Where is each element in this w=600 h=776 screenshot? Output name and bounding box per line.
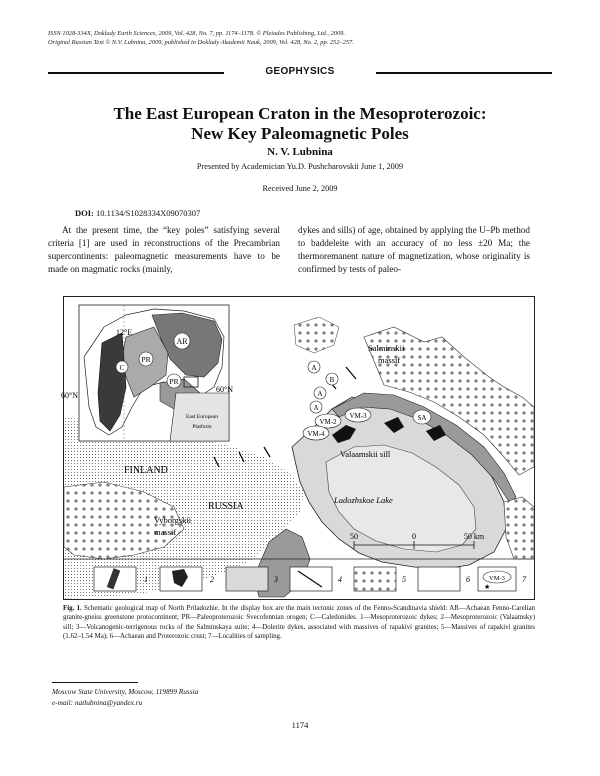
salmin-label-1: Salminskii [368,343,405,353]
header-line-1: ISSN 1028-334X, Doklady Earth Sciences, 2009, Vol. 428, No. 7, pp. 1174–1178. © Pleiades Publishing, Ltd., 2009. [48,30,345,37]
title-line-1: The East European Craton in the Mesoproterozoic: [113,104,487,123]
lake-label: Ladozhskoe Lake [334,495,393,505]
scale-mid: 0 [412,532,416,541]
legend-num-2: 2 [210,575,214,584]
site-sa-label: SA [417,414,427,422]
inset-pr1-label: PR [141,355,151,364]
affiliation-line-1: Moscow State University, Moscow, 119899 Russia [52,687,199,696]
journal-header [48,30,354,47]
section-rule-right [376,72,552,74]
legend-box-5 [354,567,396,591]
legend-num-6: 6 [466,575,470,584]
caption-label: Fig. 1. [63,605,82,612]
legend-box-3 [226,567,268,591]
site-a2-label: A [317,390,323,398]
site-vm2-label: VM-2 [319,418,337,426]
site-b-label: B [329,376,335,384]
massif-east [504,497,534,559]
inset-lat-left-label: 60°N [61,391,78,400]
header-line-2: Original Russian Text © N.V. Lubnina, 2009, published in Doklady Akademii Nauk, 2009, Vol. 428, No. 2, pp. 252–257. [48,38,354,46]
body-column-left [48,224,280,276]
caption-text: Schematic geological map of North Priladozhie. In the display box are the main tectonic zones of the Fenno-Scandinavia shield: AR—Achaean Fenno-Carelian granite-gneiss greenstone protocontinent; PR—Paleoproterozoic Svecofennian orogen; C—Caledonides. 1—Mesoproterozoic dykes; 2—Mesoproterozoic (Valaamsky) sill; 3—Volcanogenic-terrigenous rocks of the Salminskaya suite; 4—Dolerite dykes, associated with massives of rapakivi granites; 5—Massives of rapakivi granites (1.62–1.54 Ma); 6—Achaean and Proterozoic crust; 7—Localities of sampling. [63,605,535,640]
title-line-2: New Key Paleomagnetic Poles [191,124,409,143]
site-a3-label: A [313,404,319,412]
affiliation [52,686,198,708]
inset-map [79,305,229,441]
body-paragraph-left: At the present time, the “key poles” satisfying several criteria [1] are used in reconstructions of the Precambrian supercontinents: paleomagnetic measurements have to be made on magmatic rocks (mainly, [48,225,280,274]
author: N. V. Lubnina [267,146,333,158]
valaam-label: Valaamskii sill [340,449,391,459]
scale-right: 50 km [463,532,485,541]
site-vm3-label: VM-3 [349,412,367,420]
dyke-4 [346,367,356,379]
finland-label: FINLAND [124,465,168,476]
legend-num-3: 3 [274,575,278,584]
vyborg-label-2: massif [154,527,177,537]
received-date: Received June 2, 2009 [262,184,338,193]
inset-platform-label-2: Platform [192,424,212,430]
scale-left: 50 [350,532,358,541]
page-number: 1174 [291,720,309,730]
legend-box-6 [418,567,460,591]
vyborg-label-1: Vyborgskii [154,515,192,525]
body-column-right [298,224,530,276]
legend-num-5: 5 [402,575,406,584]
legend-num-1: 1 [144,575,148,584]
inset-platform-label-1: East European [186,414,218,420]
legend-site-label: VM-3 [489,575,505,582]
salmin-label-2: massif [378,355,401,365]
inset-c-label: C [119,364,125,372]
affiliation-email[interactable]: e-mail: natlubnina@yandex.ru [52,698,143,707]
section-heading: GEOPHYSICS [265,66,335,77]
legend-num-4: 4 [338,575,342,584]
figure-caption [63,604,535,641]
legend-num-7: 7 [522,575,526,584]
presented-by: Presented by Academician Yu.D. Pushcharovskii June 1, 2009 [196,162,404,171]
doi [75,208,200,218]
star-icon: ★ [484,583,491,591]
inset-ar-label: AR [176,337,188,346]
russia-label: RUSSIA [208,501,244,512]
figure-map [63,296,535,600]
site-vm4-label: VM-4 [307,430,325,438]
site-a1-label: A [311,364,317,372]
body-paragraph-right: dykes and sills) of age, obtained by applying the U–Pb method to baddeleite with an accuracy of no less ±20 Ma; the thermoremanent nature of magnetization, whose originality is confirmed by tests of paleo- [298,225,530,274]
doi-label: DOI: [75,208,94,218]
inset-pr2-label: PR [169,377,179,386]
doi-value[interactable]: 10.1134/S1028334X09070307 [96,208,201,218]
section-rule-left [48,72,224,74]
inset-lat-right-label: 60°N [216,385,233,394]
affiliation-rule [52,682,138,683]
article-title [60,104,540,144]
geological-map-svg [61,297,534,599]
inset-lon-label: 12°E [116,328,133,337]
